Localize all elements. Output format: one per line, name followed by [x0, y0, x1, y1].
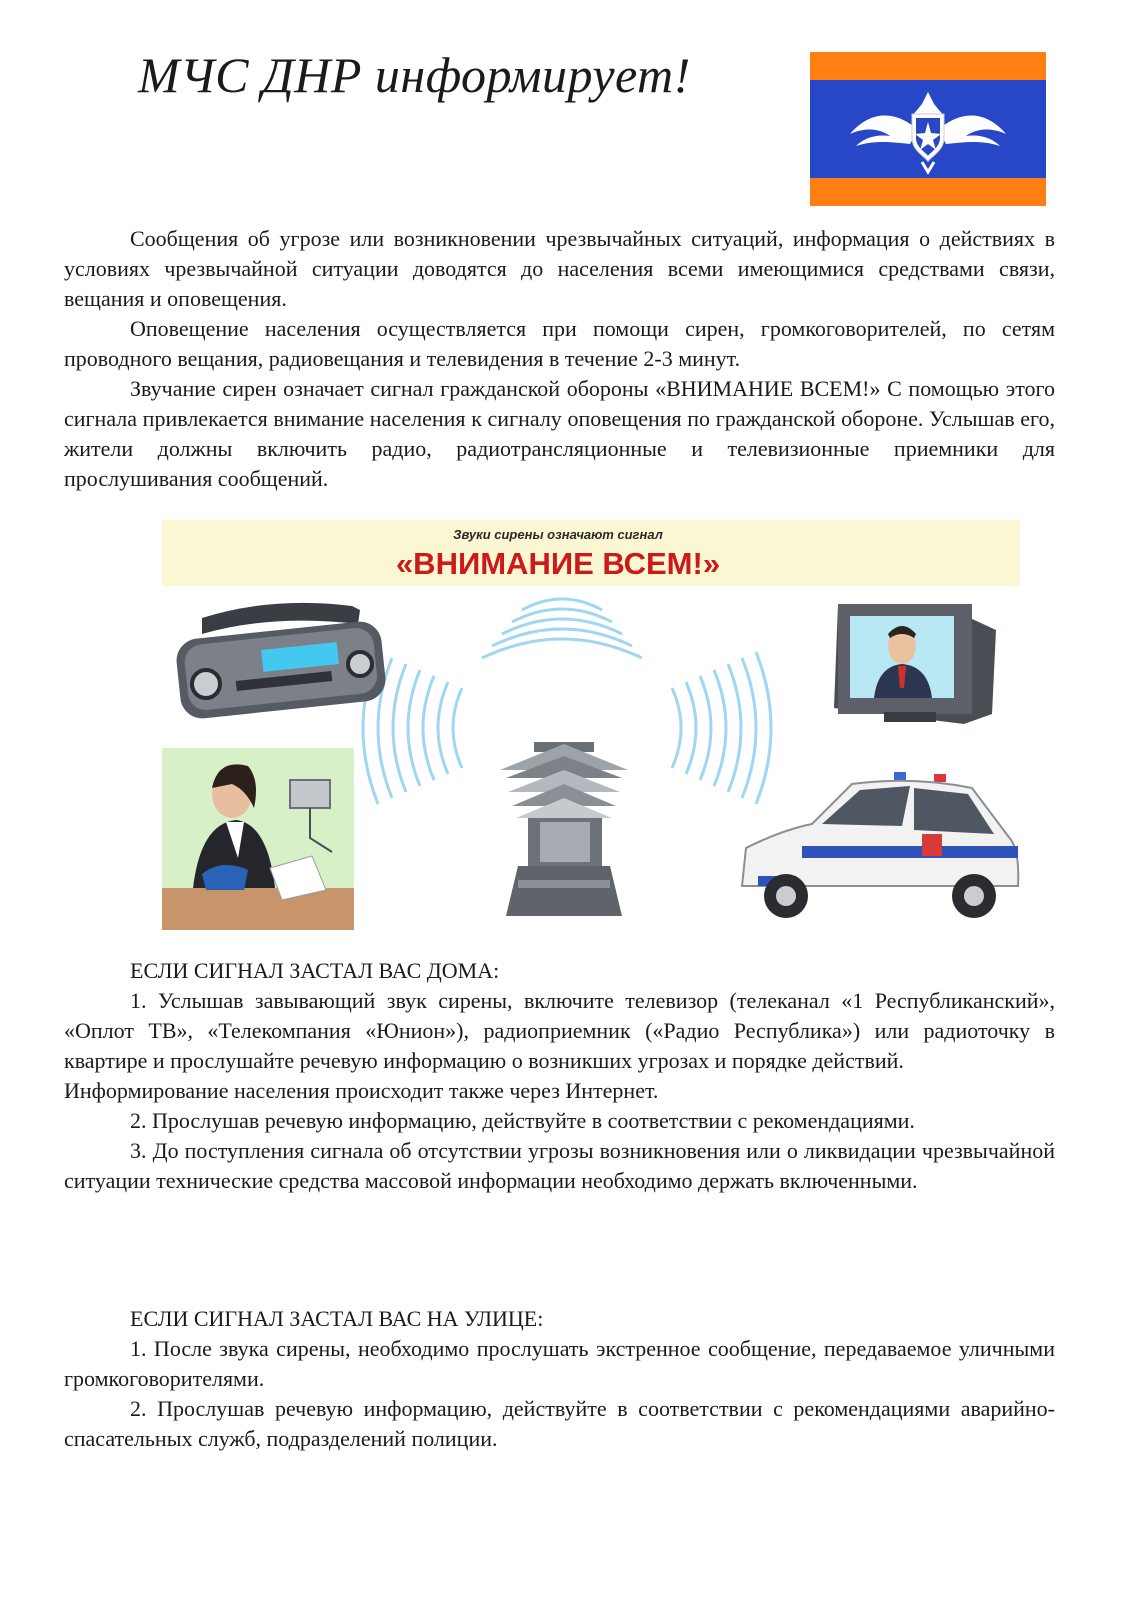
tv-icon — [834, 604, 996, 724]
eagle-star-emblem-icon — [810, 52, 1046, 206]
intro-paragraph-2: Оповещение населения осуществляется при помощи сирен, громкоговорителей, по сетям проводного вещания, радиовещания и телевидения в течение 2-3 минут. — [64, 316, 1055, 371]
warning-illustration — [162, 518, 1020, 934]
sound-waves-top-icon — [482, 599, 642, 658]
home-note: Информирование населения происходит также через Интернет. — [64, 1078, 659, 1103]
sound-waves-right-icon — [672, 652, 771, 804]
home-section — [64, 956, 1055, 1196]
home-item-3: 3. До поступления сигнала об отсутствии угрозы возникновения или о ликвидации чрезвычайной ситуации технические средства массовой информации необходимо держать включенными. — [64, 1138, 1055, 1193]
home-item-1: 1. Услышав завывающий звук сирены, включите телевизор (телеканал «1 Республиканский», «Оплот ТВ», «Телекомпания «Юнион»), радиоприемник («Радио Республика») или радиоточку в квартире и прослушайте речевую информацию о возникших угрозах и порядке действий. — [64, 988, 1055, 1073]
street-section — [64, 1304, 1055, 1454]
street-heading: ЕСЛИ СИГНАЛ ЗАСТАЛ ВАС НА УЛИЦЕ: — [130, 1306, 544, 1331]
intro-paragraph-1: Сообщения об угрозе или возникновении чрезвычайных ситуаций, информация о действиях в условиях чрезвычайной ситуации доводятся до населения всеми имеющимися средствами связи, вещания и оповещения. — [64, 226, 1055, 311]
page-title: МЧС ДНР информирует! — [138, 47, 691, 103]
street-item-1: 1. После звука сирены, необходимо прослушать экстренное сообщение, передаваемое уличными громкоговорителями. — [64, 1336, 1055, 1391]
emercom-flag — [810, 52, 1046, 206]
siren-icon — [500, 742, 628, 916]
police-car-icon — [742, 772, 1018, 918]
banner-small-text: Звуки сирены означают сигнал — [453, 527, 663, 542]
banner-big-text: «ВНИМАНИЕ ВСЕМ!» — [395, 546, 721, 581]
home-item-2: 2. Прослушав речевую информацию, действуйте в соответствии с рекомендациями. — [130, 1108, 915, 1133]
home-heading: ЕСЛИ СИГНАЛ ЗАСТАЛ ВАС ДОМА: — [130, 958, 500, 983]
intro-section — [64, 224, 1055, 494]
radio-icon — [174, 603, 387, 721]
operator-phone-icon — [162, 748, 354, 930]
street-item-2: 2. Прослушав речевую информацию, действуйте в соответствии с рекомендациями аварийно-спасательных служб, подразделений полиции. — [64, 1396, 1055, 1451]
intro-paragraph-3: Звучание сирен означает сигнал гражданской обороны «ВНИМАНИЕ ВСЕМ!» С помощью этого сигнала привлекается внимание населения к сигналу оповещения по гражданской обороне. Услышав его, жители должны включить радио, радиотрансляционные и телевизионные приемники для прослушивания сообщений. — [64, 376, 1055, 491]
